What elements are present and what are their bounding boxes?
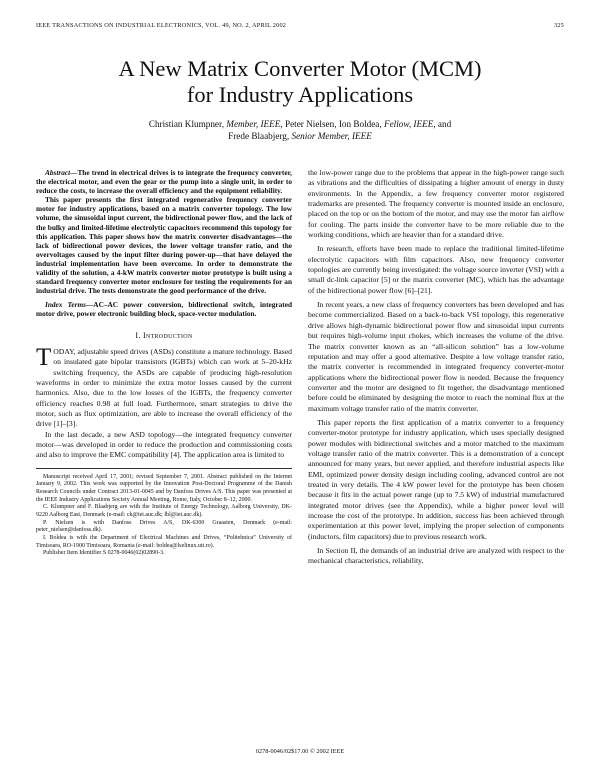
footnote-divider [36, 468, 292, 469]
section-title: Introduction [142, 330, 193, 340]
author-name: Christian Klumpner, [148, 119, 227, 129]
right-column [308, 168, 564, 567]
author-membership: Member, IEEE [226, 119, 281, 129]
page-number: 325 [553, 22, 564, 29]
index-terms-label: Index Terms [45, 300, 86, 310]
author-conjunction: , and [433, 119, 452, 129]
abstract-text: —The trend in electrical drives is to integrate the frequency converter, the electrical motor, and even the gear or the pump into a single unit, in order to reduce the costs, to increase the overall efficiency and the equipment reliability. [36, 168, 292, 196]
abstract-label: Abstract [45, 168, 71, 177]
footnote-affiliation: I. Boldea is with the Department of Electrical Machines and Drives, “Politehnica” University of Timisoara, RO-1900 Timisoara, Romania (e-mail: boldea@lselinux.utt.ro). [36, 534, 292, 549]
drop-cap: T [36, 343, 52, 371]
abstract [36, 168, 292, 295]
author-line-2 [60, 130, 540, 142]
author-line-1 [60, 118, 540, 130]
author-membership: Senior Member, IEEE [291, 131, 372, 141]
footnote-affiliation: C. Klumpner and F. Blaabjerg are with the Institute of Energy Technology, Aalborg University, DK-9220 Aalborg East, Denmark (e-mail: ck@iet.auc.dk; fbl@iet.auc.dk). [36, 504, 292, 518]
left-column [36, 168, 292, 558]
running-header [36, 22, 564, 34]
body-paragraph: In Section II, the demands of an industrial drive are analyzed with respect to the mechanical characteristics, reliability, [308, 546, 564, 566]
author-names: , Peter Nielsen, Ion Boldea, [280, 119, 384, 129]
index-terms [36, 300, 292, 318]
body-paragraph [36, 343, 292, 430]
footnote-identifier: Publisher Item Identifier S 0278-0046(02)02890-3. [43, 550, 165, 557]
section-number: I. [135, 330, 143, 340]
section-heading [36, 331, 292, 341]
title-line-2: for Industry Applications [186, 82, 414, 107]
lead-word: ODAY, [53, 346, 76, 356]
body-paragraph: This paper reports the first application of a matrix converter to a frequency converter-motor prototype for industry application, which uses specially designed power modules with bidirectional switches and a motor matched to the maximum voltage transfer ratio of the matrix converter. This is a demonstration of a concept announced for many years, but never applied, and therefore industrial aspects like EMI, optimized power density design including cooling, advanced control are not treated in very details. The 4 kW power level for the prototype has been chosen because it fits in the actual power range (up to 7.5 kW) of industrial manufactured integrated motor drives (see the Appendix), while a higher power level will increase the cost of the prototype. In addition, success has been achieved through experimentation at this power level, implying the proper selection of components (inductors, film capacitors) due to previous research work. [308, 417, 564, 541]
abstract-paragraph [36, 168, 292, 195]
footnote-manuscript: Manuscript received April 17, 2001; revised September 7, 2001. Abstract published on the Internet January 9, 2002. This work was supported by the Innovation Post-Doctoral Programme of the Danish Research Councils under Contract 2013-01-0045 and by Danfoss Drives A/S. This paper was presented at the IEEE Industry Applications Society Annual Meeting, Rome, Italy, October 8–12, 2000. [36, 473, 292, 503]
footnotes [36, 474, 292, 558]
title-line-1: A New Matrix Converter Motor (MCM) [118, 56, 482, 81]
author-name: Frede Blaabjerg, [228, 131, 292, 141]
abstract-paragraph: This paper presents the first integrated regenerative frequency converter motor for industry applications, based on a matrix converter topology. The low volume, the sinusoidal input current, the bidirectional power flow, and the lack of the bulky and limited-lifetime electrolytic capacitors recommend this topology for this application. This paper shows how the matrix converter disadvantages—the lack of bidirectional power devices, the lower voltage transfer ratio, and the overvoltages caused by the input filter during power-up—that have delayed the industrial implementation have been overcome. In order to demonstrate the validity of the solution, a 4-kW matrix converter motor prototype is built using a standard frequency converter motor enclosure for testing the requirements for an industrial drive. The tests demonstrate the good performance of the drive. [36, 195, 292, 296]
body-paragraph: In recent years, a new class of frequency converters has been developed and has become commercialized. Based on a back-to-back VSI topology, this regenerative drive allows high-dynamic bidirectional power flow and sinusoidal input currents but requires high-volume input chokes, which increases the volume of the drive. The matrix converter known as an “all-silicon solution” has a low-volume reputation and may offer a good alternative. Despite a low voltage transfer ratio, the matrix converter is recommended in integrated frequency converter-motor applications where the bidirectional power flow is needed. Because the frequency converter and the motor are designed to fit together, the disadvantage mentioned before could be eliminated by designing the motor to reach the nominal flux at the maximum voltage transfer ratio of the matrix converter. [308, 300, 564, 413]
body-paragraph: the low-power range due to the problems that appear in the high-power range such as vibrations and the difficulties of dissipating a higher amount of energy in dusty environments. In the Appendix, a few frequency converter motor registered trademarks are presented. The frequency converter is mounted inside an enclosure, placed on the top or on the bottom of the motor, and may use the motor fan airflow for cooling. The parts inside the converter have to be more reliable due to the working conditions, which are heavier than for a standard drive. [308, 168, 564, 240]
journal-name: IEEE TRANSACTIONS ON INDUSTRIAL ELECTRONICS, VOL. 49, NO. 2, APRIL 2002 [36, 22, 287, 29]
paragraph-text: adjustable speed drives (ASDs) constitute a mature technology. Based on insulated gate bipolar transistors (IGBTs) which can work at 5–20-kHz switching frequency, the ASDs are capable of producing high-resolution waveforms in order to minimize the extra motor losses caused by the current harmonics. Also, due to the low losses of the IGBTs, the frequency converter efficiency reaches 0.98 at full load. Furthermore, smart strategies to drive the motor, such as flux optimization, are able to increase the overall efficiency of the drive [1]–[3]. [36, 346, 292, 429]
footnote-affiliation: P. Nielsen is with Danfoss Drives A/S, DK-6300 Graasten, Denmark (e-mail: peter_nielsen@danfoss.dk). [36, 519, 292, 534]
paper-title [30, 56, 570, 108]
author-membership: Fellow, IEEE [383, 119, 434, 129]
body-paragraph: In the last decade, a new ASD topology—the integrated frequency converter motor—was developed in order to reduce the production and commissioning costs and also to improve the EMC compatibility [4]. The application area is limited to [36, 429, 292, 460]
index-terms-text: —AC–AC power conversion, bidirectional switch, integrated motor drive, power electronic building block, space-vector modulation. [36, 300, 293, 319]
author-list [60, 118, 540, 142]
copyright-footer: 0278-0046/02$17.00 © 2002 IEEE [255, 748, 345, 755]
body-paragraph: In research, efforts have been made to replace the traditional limited-lifetime electrolytic capacitors with film capacitors. Also, new frequency converter topologies are currently being investigated: the voltage source inverter (VSI) with a small dc-link capacitor [5] or the matrix converter (MC), which has the advantage of the bidirectional power flow [6]–[21]. [308, 244, 564, 295]
